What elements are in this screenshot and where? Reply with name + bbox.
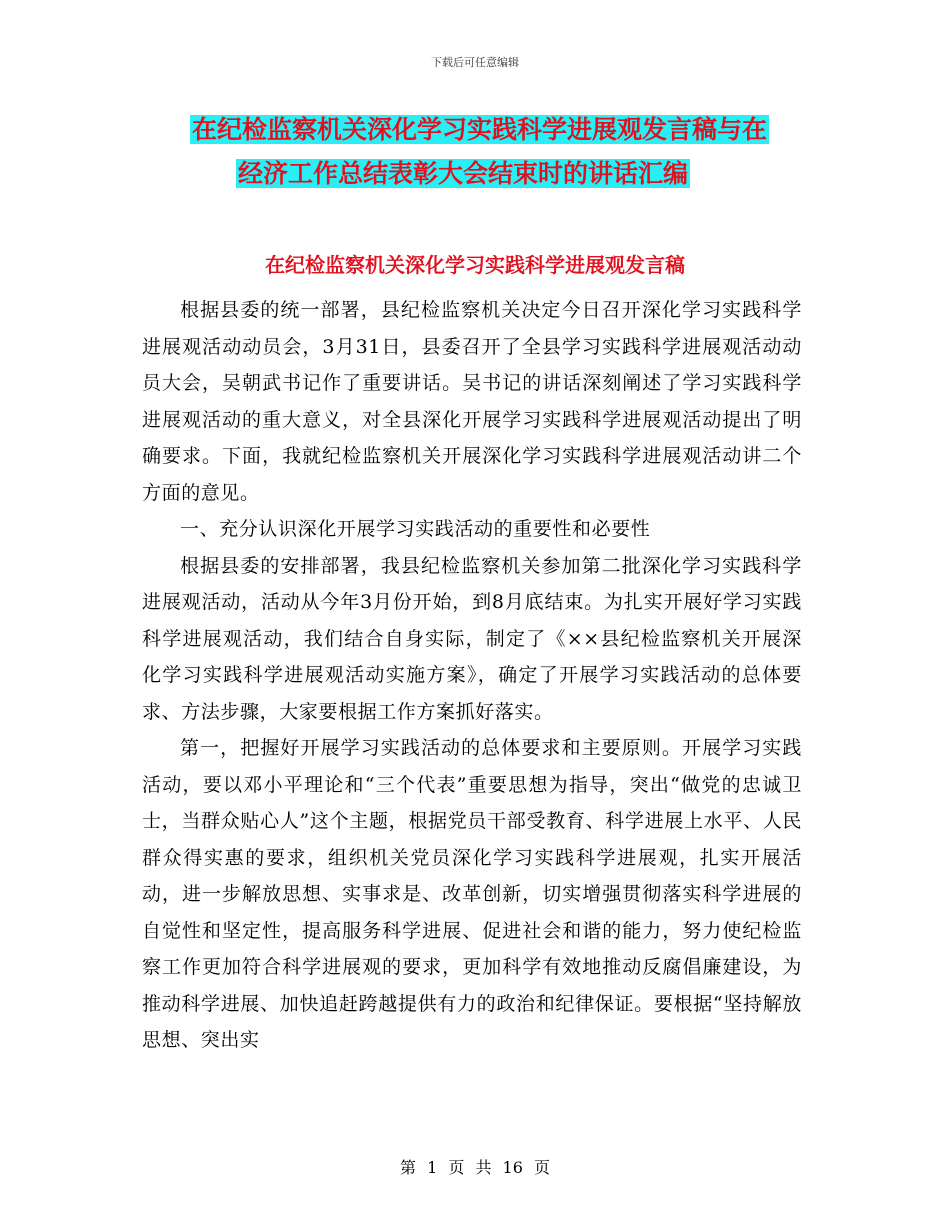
paragraph-2: 根据县委的安排部署，我县纪检监察机关参加第二批深化学习实践科学进展观活动，活动从今年3月份开始，到8月底结束。为扎实开展好学习实践科学进展观活动，我们结合自身实际，制定了《××县纪检监察机关开展深化学习实践科学进展观活动实施方案》，确定了开展学习实践活动的总体要求、方法步骤，大家要根据工作方案抓好落实。 (142, 554, 802, 723)
paragraph-1: 根据县委的统一部署，县纪检监察机关决定今日召开深化学习实践科学进展观活动动员会，3月31日，县委召开了全县学习实践科学进展观活动动员大会，吴朝武书记作了重要讲话。吴书记的讲话深刻阐述了学习实践科学进展观活动的重大意义，对全县深化开展学习实践科学进展观活动提出了明确要求。下面，我就纪检监察机关开展深化学习实践科学进展观活动讲二个方面的意见。 (142, 299, 802, 504)
section-title: 在纪检监察机关深化学习实践科学进展观发言稿 (265, 253, 685, 277)
document-title-line-2 (236, 156, 950, 192)
paragraph-heading-1: 一、充分认识深化开展学习实践活动的重要性和必要性 (180, 518, 651, 540)
title-highlight-1: 在纪检监察机关深化学习实践科学进展观发言稿与在 (192, 115, 768, 144)
title-highlight-2: 经济工作总结表彰大会结束时的讲话汇编 (238, 159, 689, 188)
paragraph-3: 第一，把握好开展学习实践活动的总体要求和主要原则。开展学习实践活动，要以邓小平理论和“三个代表”重要思想为指导，突出“做党的忠诚卫士，当群众贴心人”这个主题，根据党员干部受教育、科学进展上水平、人民群众得实惠的要求，组织机关党员深化学习实践科学进展观，扎实开展活动，进一步解放思想、实事求是、改革创新，切实增强贯彻落实科学进展的自觉性和坚定性，提高服务科学进展、促进社会和谐的能力，努力使纪检监察工作更加符合科学进展观的要求，更加科学有效地推动反腐倡廉建设，为推动科学进展、加快追赶跨越提供有力的政治和纪律保证。要根据“坚持解放思想、突出实 (142, 737, 802, 1051)
page-number: 第 1 页 共 16 页 (400, 1158, 550, 1177)
body-text (142, 292, 802, 1059)
page-header-note: 下载后可任意编辑 (431, 56, 519, 69)
document-title (0, 112, 950, 192)
document-title-line-1 (190, 112, 950, 148)
